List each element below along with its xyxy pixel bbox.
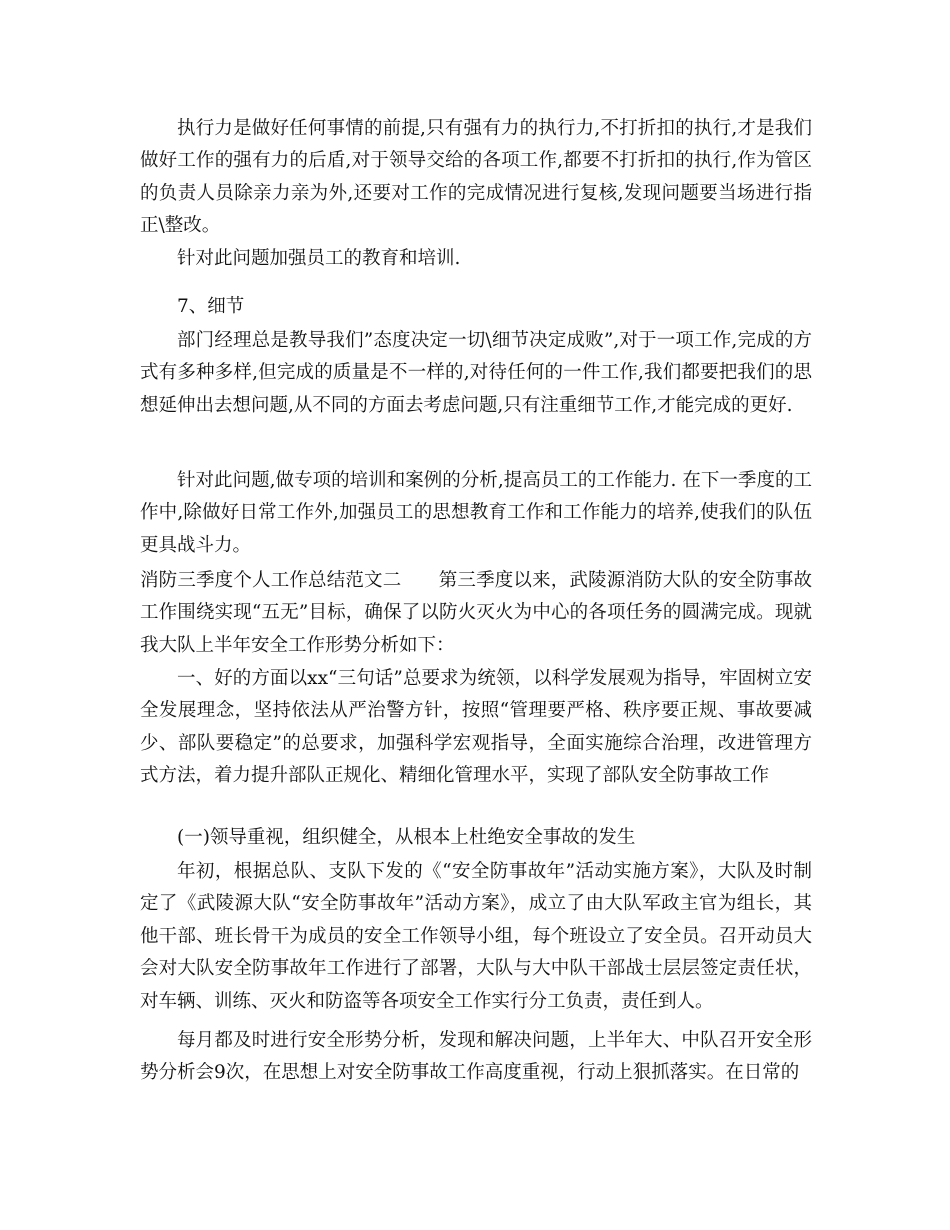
paragraph-training: 针对此问题加强员工的教育和培训.: [177, 248, 461, 269]
paragraph-next-quarter: 针对此问题,做专项的培训和案例的分析,提高员工的工作能力. 在下一季度的工作中,除做好日常工作外,加强员工的思想教育工作和工作能力的培养,使我们的队伍更具战斗力。: [140, 470, 812, 556]
paragraph-execution: 执行力是做好任何事情的前提,只有强有力的执行力,不打折扣的执行,才是我们做好工作的强有力的后盾,对于领导交给的各项工作,都要不打折扣的执行,作为管区的负责人员除亲力亲为外,还要对工作的完成情况进行复核,发现问题要当场进行指正\整改。: [140, 118, 812, 237]
paragraph-good-aspects: 一、好的方面以xx“三句话”总要求为统领，以科学发展观为指导，牢固树立安全发展理念，坚持依法从严治警方针，按照“管理要严格、秩序要正规、事故要减少、部队要稳定”的总要求，加强科学宏观指导，全面实施综合治理，改进管理方式方法，着力提升部队正规化、精细化管理水平，实现了部队安全防事故工作: [140, 668, 812, 787]
paragraph-section-7: 7、细节: [177, 296, 245, 317]
paragraph-monthly-analysis: 每月都及时进行安全形势分析，发现和解决问题，上半年大、中队召开安全形势分析会9次，在思想上对安全防事故工作高度重视，行动上狠抓落实。在日常的: [140, 1030, 812, 1084]
paragraph-details: 部门经理总是教导我们”态度决定一切\细节决定成败”,对于一项工作,完成的方式有多种多样,但完成的质量是不一样的,对待任何的一件工作,我们都要把我们的思想延伸出去想问题,从不同的方面去考虑问题,只有注重细节工作,才能完成的更好.: [140, 330, 812, 416]
paragraph-leadership: (一)领导重视，组织健全，从根本上杜绝安全事故的发生: [177, 827, 636, 848]
paragraph-year-start: 年初，根据总队、支队下发的《“安全防事故年”活动实施方案》，大队及时制定了《武陵源大队“安全防事故年”活动方案》，成立了由大队军政主官为组长，其他干部、班长骨干为成员的安全工作领导小组，每个班设立了安全员。召开动员大会对大队安全防事故年工作进行了部署，大队与大中队干部战士层层签定责任状，对车辆、训练、灭火和防盗等各项安全工作实行分工负责，责任到人。: [140, 861, 812, 1012]
paragraph-summary-title: 消防三季度个人工作总结范文二 第三季度以来，武陵源消防大队的安全防事故工作围绕实现“五无”目标，确保了以防火灭火为中心的各项任务的圆满完成。现就我大队上半年安全工作形势分析如下：: [140, 570, 812, 656]
